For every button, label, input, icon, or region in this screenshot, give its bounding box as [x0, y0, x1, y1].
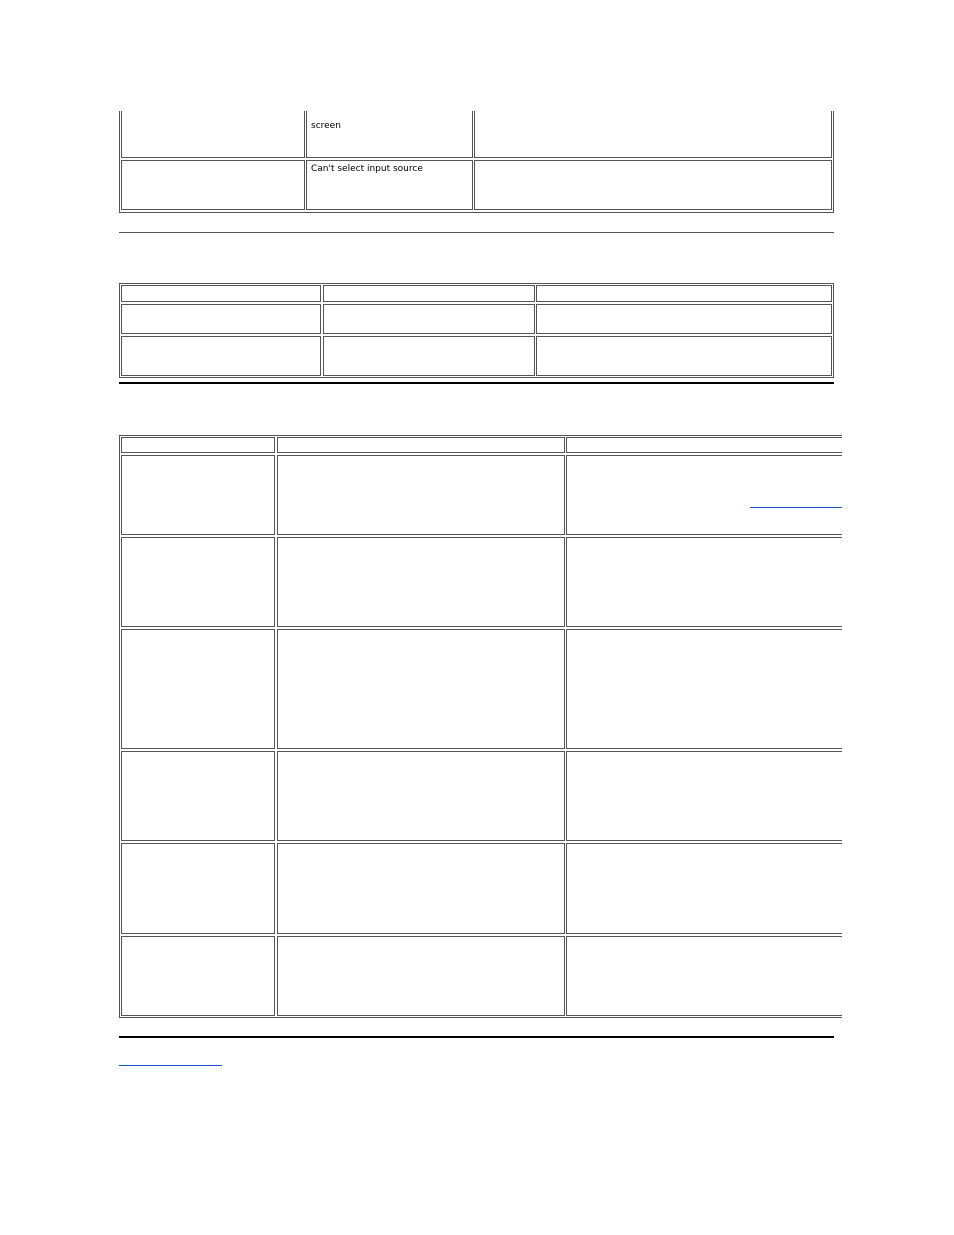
table-cell [566, 629, 842, 749]
table-cell [121, 629, 275, 749]
table-row [120, 936, 842, 1017]
table-header-cell [566, 437, 842, 453]
table-cell [121, 843, 275, 934]
table-header-cell [277, 437, 565, 453]
cell-text: screen [311, 121, 341, 131]
table-cell [474, 160, 832, 210]
back-to-contents-link[interactable] [119, 1065, 222, 1066]
table-header-cell [536, 285, 832, 302]
table-cell [121, 160, 305, 210]
table-cell [121, 936, 275, 1016]
table-row [120, 629, 842, 750]
table-cell [277, 936, 565, 1016]
cell-text: Can't select input source [311, 164, 423, 174]
section-divider [119, 382, 834, 384]
table-cell [277, 455, 565, 535]
table-header-cell [121, 437, 275, 453]
table-cell [566, 455, 842, 535]
table-cell [121, 111, 305, 158]
table-row [119, 111, 834, 159]
table-row [120, 304, 833, 335]
table-1 [119, 111, 834, 213]
table-row [119, 160, 834, 211]
table-cell [566, 751, 842, 841]
table-cell [277, 751, 565, 841]
table-cell [474, 111, 832, 158]
table-cell [306, 160, 473, 210]
table-cell [121, 751, 275, 841]
table-cell [323, 336, 535, 376]
section-divider [119, 232, 834, 233]
table-row [120, 455, 842, 536]
table-cell [121, 304, 321, 334]
section-divider [119, 1036, 834, 1038]
table-cell [306, 111, 473, 158]
table-cell [121, 537, 275, 627]
table-cell [566, 537, 842, 627]
table-cell [566, 843, 842, 934]
table-header-cell [121, 285, 321, 302]
table-cell [323, 304, 535, 334]
table-1-frame-bottom [119, 212, 834, 213]
link[interactable] [750, 507, 842, 508]
table-header-row [120, 284, 833, 303]
table-cell [536, 304, 832, 334]
table-row [120, 751, 842, 842]
table-cell [566, 936, 842, 1016]
table-2 [119, 283, 834, 378]
table-3 [119, 435, 842, 1018]
table-cell [277, 629, 565, 749]
table-cell [277, 537, 565, 627]
table-row [120, 537, 842, 628]
table-row [120, 843, 842, 935]
table-cell [121, 455, 275, 535]
table-header-cell [323, 285, 535, 302]
table-cell [277, 843, 565, 934]
table-row [120, 336, 833, 377]
table-cell [536, 336, 832, 376]
table-3-viewport [119, 435, 842, 1018]
table-cell [121, 336, 321, 376]
table-header-row [120, 436, 842, 454]
